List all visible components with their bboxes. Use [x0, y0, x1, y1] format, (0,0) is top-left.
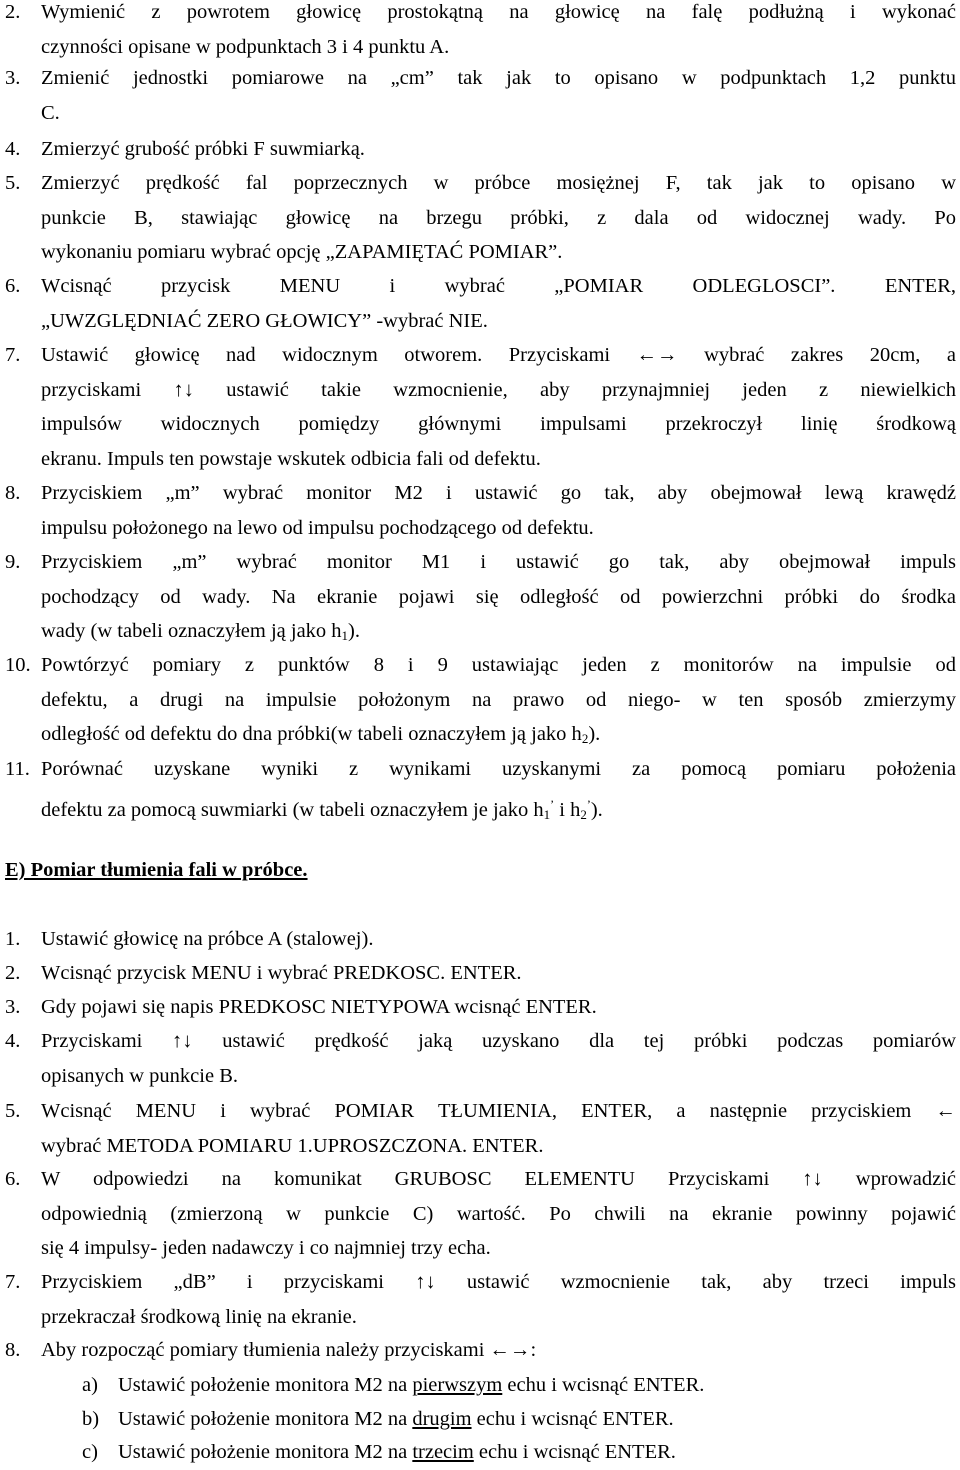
item-text-line: Zmierzyć prędkość fal poprzecznych w próbce mosiężnej F, tak jak to opisano w [41, 172, 956, 194]
sub-item-letter: a) [82, 1374, 98, 1396]
item-text-line: wybrać METODA POMIARU 1.UPROSZCZONA. ENTER. [41, 1134, 544, 1157]
list-item-e5 [0, 1094, 956, 1163]
item-number: 2. [5, 962, 21, 984]
section-heading: E) Pomiar tłumienia fali w próbce. [5, 859, 308, 881]
item-text-line: Przyciskiem „m” wybrać monitor M2 i ustawić go tak, aby obejmował lewą krawędź [41, 482, 956, 504]
item-number: 2. [5, 1, 21, 23]
list-item-e8 [0, 1333, 956, 1368]
sub-item-letter: b) [82, 1408, 100, 1430]
item-text-line: Ustawić położenie monitora M2 na trzecim echu i wcisnąć ENTER. [118, 1441, 676, 1463]
item-text-line: przekraczał środkową linię na ekranie. [41, 1305, 357, 1328]
item-number: 6. [5, 275, 21, 297]
list-item-d3 [0, 61, 956, 130]
item-text-line: wady (w tabeli oznaczyłem ją jako h1). [41, 620, 360, 643]
list-item-e7 [0, 1265, 956, 1334]
item-text-line: odpowiednią (zmierzoną w punkcie C) wartość. Po chwili na ekranie powinny pojawić [41, 1202, 956, 1225]
item-text-line: impulsów widocznych pomiędzy głównymi impulsami przekroczył linię środkową [41, 413, 956, 435]
item-number: 4. [5, 1030, 21, 1052]
item-text-line: się 4 impulsy- jeden nadawczy i co najmniej trzy echa. [41, 1237, 491, 1259]
item-text-line: Ustawić głowicę na próbce A (stalowej). [41, 928, 374, 950]
item-number: 3. [5, 996, 21, 1018]
list-item-e3 [0, 990, 956, 1025]
list-item-d6 [0, 269, 956, 338]
item-text-line: Wcisnąć MENU i wybrać POMIAR TŁUMIENIA, ENTER, a następnie przyciskiem ← [41, 1100, 956, 1122]
item-number: 1. [5, 928, 21, 950]
list-item-d7 [0, 338, 956, 476]
item-text-line: Przyciskiem „m” wybrać monitor M1 i ustawić go tak, aby obejmował impuls [41, 551, 956, 573]
list-item-d8 [0, 476, 956, 545]
item-number: 5. [5, 172, 21, 194]
item-number: 8. [5, 482, 21, 504]
item-text-line: przyciskami ↑↓ ustawić takie wzmocnienie, aby przynajmniej jeden z niewielkich [41, 378, 956, 401]
list-item-e4 [0, 1024, 956, 1093]
list-item-d2 [0, 0, 956, 64]
item-text-line: defektu, a drugi na impulsie położonym na prawo od niego- w ten sposób zmierzymy [41, 688, 956, 711]
item-text-line: opisanych w punkcie B. [41, 1064, 238, 1087]
item-text-line: Przyciskami ↑↓ ustawić prędkość jaką uzyskano dla tej próbki podczas pomiarów [41, 1030, 956, 1052]
list-item-d9 [0, 545, 956, 649]
list-item-e2 [0, 956, 956, 991]
item-number: 8. [5, 1339, 21, 1361]
sub-item-b [0, 1402, 956, 1437]
item-text-line: Ustawić położenie monitora M2 na drugim echu i wcisnąć ENTER. [118, 1408, 674, 1430]
item-text-line: Powtórzyć pomiary z punktów 8 i 9 ustawiając jeden z monitorów na impulsie od [41, 654, 956, 676]
item-text-line: Porównać uzyskane wyniki z wynikami uzyskanymi za pomocą pomiaru położenia [41, 758, 956, 780]
item-text-line: impulsu położonego na lewo od impulsu pochodzącego od defektu. [41, 516, 594, 539]
item-text-line: Przyciskiem „dB” i przyciskami ↑↓ ustawić wzmocnienie tak, aby trzeci impuls [41, 1271, 956, 1293]
item-number: 10. [5, 654, 31, 676]
item-number: 3. [5, 67, 21, 89]
list-item-e6 [0, 1162, 956, 1266]
item-text-line: defektu za pomocą suwmiarki (w tabeli oznaczyłem je jako h1’ i h2’). [41, 796, 603, 822]
item-text-line: pochodzący od wady. Na ekranie pojawi się odległość od powierzchni próbki do środka [41, 585, 956, 608]
sub-item-c [0, 1435, 956, 1470]
item-text-line: Wcisnąć przycisk MENU i wybrać PREDKOSC. ENTER. [41, 962, 522, 984]
item-number: 4. [5, 138, 21, 160]
item-text-line: wykonaniu pomiaru wybrać opcję „ZAPAMIĘTAĆ POMIAR”. [41, 241, 563, 263]
list-item-d10 [0, 648, 956, 752]
item-number: 11. [5, 758, 30, 780]
item-text-line: Ustawić głowicę nad widocznym otworem. Przyciskami ←→ wybrać zakres 20cm, a [41, 344, 956, 366]
sub-item-letter: c) [82, 1441, 98, 1463]
list-item-e1 [0, 922, 956, 957]
item-text-line: Wcisnąć przycisk MENU i wybrać „POMIAR ODLEGLOSCI”. ENTER, [41, 275, 956, 297]
item-number: 7. [5, 344, 21, 366]
sub-item-a [0, 1368, 956, 1403]
item-text-line: punkcie B, stawiając głowicę na brzegu próbki, z dala od widocznej wady. Po [41, 206, 956, 229]
item-text-line: odległość od defektu do dna próbki(w tabeli oznaczyłem ją jako h2). [41, 723, 601, 746]
list-item-d4 [0, 132, 956, 167]
item-text-line: Aby rozpocząć pomiary tłumienia należy przyciskami ←→: [41, 1339, 537, 1361]
item-number: 9. [5, 551, 21, 573]
item-text-line: Gdy pojawi się napis PREDKOSC NIETYPOWA wcisnąć ENTER. [41, 996, 597, 1018]
item-number: 7. [5, 1271, 21, 1293]
list-item-d5 [0, 166, 956, 270]
item-text-line: Wymienić z powrotem głowicę prostokątną na głowicę na falę podłużną i wykonać [41, 1, 956, 23]
item-text-line: Zmienić jednostki pomiarowe na „cm” tak jak to opisano w podpunktach 1,2 punktu [41, 67, 956, 89]
item-text-line: C. [41, 101, 60, 124]
item-text-line: W odpowiedzi na komunikat GRUBOSC ELEMENTU Przyciskami ↑↓ wprowadzić [41, 1168, 956, 1190]
list-item-d11 [0, 752, 956, 821]
item-number: 6. [5, 1168, 21, 1190]
item-text-line: czynności opisane w podpunktach 3 i 4 punktu A. [41, 35, 450, 58]
item-text-line: ekranu. Impuls ten powstaje wskutek odbicia fali od defektu. [41, 447, 541, 470]
item-text-line: „UWZGLĘDNIAĆ ZERO GŁOWICY” -wybrać NIE. [41, 309, 488, 332]
item-number: 5. [5, 1100, 21, 1122]
item-text-line: Zmierzyć grubość próbki F suwmiarką. [41, 138, 365, 160]
item-text-line: Ustawić położenie monitora M2 na pierwszym echu i wcisnąć ENTER. [118, 1374, 705, 1396]
